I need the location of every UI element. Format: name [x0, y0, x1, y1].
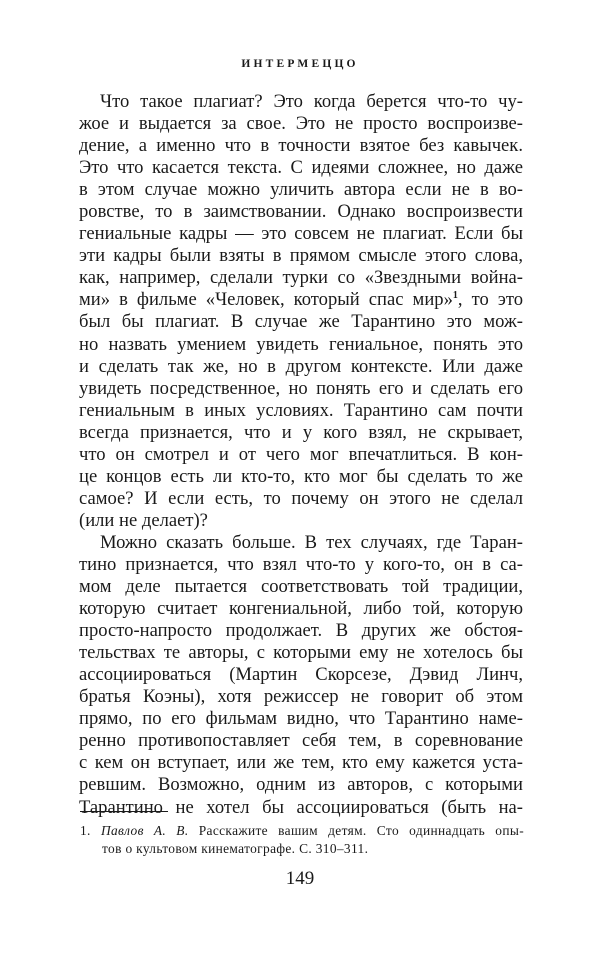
text-line: Можно сказать больше. В тех случаях, где Таран- [100, 531, 523, 553]
text-line: самое? И если есть, то почему он этого не сделал [79, 487, 523, 509]
text-line: гениальным в иных условиях. Тарантино сам почти [79, 399, 523, 421]
text-line: ревшим. Возможно, одним из авторов, с которыми [79, 774, 523, 796]
footnote-author: Павлов А. В. [100, 823, 189, 838]
text-line: тино признается, что взял что-то у кого-то, он в са- [79, 553, 523, 575]
text-line: с кем он вступает, или же тем, кто ему кажется уста- [79, 752, 523, 774]
text-line: ровстве, то в заимствовании. Однако воспроизвести [79, 201, 523, 223]
text-line: тельствах те авторы, с которыми ему не хотелось бы [79, 642, 523, 664]
body-text [79, 91, 523, 819]
text-segment: ми» в фильме «Человек, который спас мир» [79, 289, 453, 311]
footnote-line: тов о культовом кинематографе. С. 310–311. [102, 841, 369, 856]
text-line: Что такое плагиат? Это когда берется что-то чу- [100, 91, 523, 112]
footnote [80, 822, 524, 858]
text-line: эти кадры были взяты в прямом смысле этого слова, [79, 245, 523, 267]
text-line: дение, а именно что в точности взятое без кавычек. [79, 135, 523, 157]
text-line: как, например, сделали турки со «Звездными война- [79, 267, 523, 289]
footnote-number: 1. [80, 823, 91, 838]
text-line: увидеть посредственное, но понять его и сделать его [79, 377, 523, 399]
text-line: в этом случае можно уличить автора если не в во- [79, 179, 523, 201]
text-line: братья Коэны), хотя режиссер не говорит об этом [79, 686, 523, 708]
text-line: Это что касается текста. С идеями сложнее, но даже [79, 157, 523, 179]
text-line: це концов есть ли кто-то, кто мог бы сделать то же [79, 465, 523, 487]
text-line: мом деле пытается соответствовать той традиции, [79, 576, 523, 598]
text-line: всегда признается, что и у кого взял, не скрывает, [79, 421, 523, 443]
text-line: Тарантино не хотел бы ассоциироваться (быть на- [79, 796, 523, 818]
text-line: которую считает конгениальной, либо той, которую [79, 598, 523, 620]
text-line: прямо, по его фильмам видно, что Тарантино наме- [79, 708, 523, 730]
text-line: ассоциироваться (Мартин Скорсезе, Дэвид Линч, [79, 664, 523, 686]
text-line: гениальные кадры — это совсем не плагиат. Если бы [79, 223, 523, 245]
running-head: ИНТЕРМЕЦЦО [241, 58, 359, 70]
footnote-title: Расскажите вашим детям. Сто одиннадцать опы- [198, 823, 525, 838]
footnote-separator [80, 811, 168, 812]
text-line: ренно противопоставляет себя тем, в соревнование [79, 730, 523, 752]
text-line: жое и выдается за свое. Это не просто воспроизве- [79, 113, 523, 135]
text-line: был бы плагиат. В случае же Тарантино это мож- [79, 311, 523, 333]
text-line: (или не делает)? [79, 509, 208, 531]
text-line: что он смотрел и от чего мог впечатлиться. В кон- [79, 443, 523, 465]
text-segment: , то это [457, 289, 523, 311]
footnote-line [80, 822, 524, 840]
text-line: просто-напросто продолжает. В других же обстоя- [79, 620, 523, 642]
text-line-with-footnote-ref [79, 289, 523, 311]
text-line: и сделать так же, но в другом контексте. Или даже [79, 355, 523, 377]
page-number: 149 [285, 868, 315, 889]
text-line: но назвать умением увидеть гениальное, понять это [79, 333, 523, 355]
footnote-reference[interactable]: 1 [452, 290, 458, 302]
